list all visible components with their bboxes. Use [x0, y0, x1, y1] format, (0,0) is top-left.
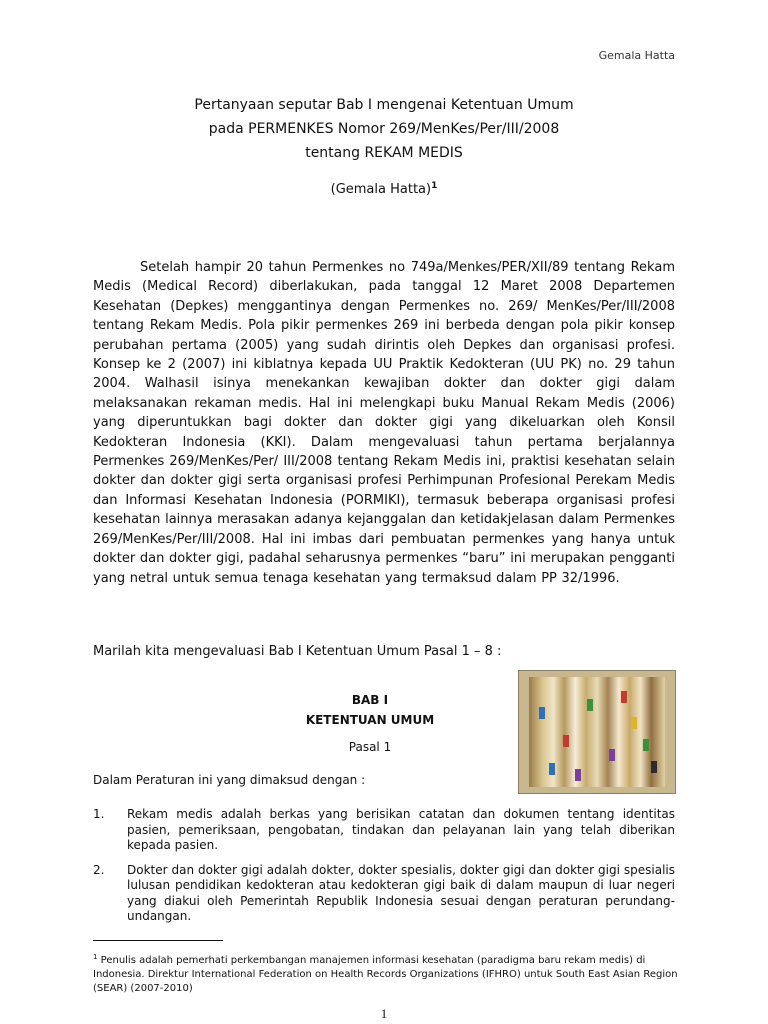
list-item-text: Rekam medis adalah berkas yang berisikan catatan dan dokumen tentang identitas pasien, pemeriksaan, pengobatan, tindakan dan pelayanan lain yang telah diberikan kepada pasien.	[127, 807, 675, 852]
folder-tab	[643, 739, 649, 751]
byline-text: (Gemala Hatta)	[330, 182, 432, 197]
byline-footnote-mark[interactable]: 1	[431, 181, 438, 191]
page-number: 1	[380, 1006, 388, 1021]
folder-tab	[631, 717, 637, 729]
definition-list	[93, 807, 675, 934]
footnote-divider	[93, 940, 223, 941]
list-item-number: 1.	[93, 807, 105, 821]
title-line-2: pada PERMENKES Nomor 269/MenKes/Per/III/2008	[208, 121, 560, 137]
list-item-number: 2.	[93, 862, 105, 877]
file-folders-image	[529, 677, 665, 787]
chapter-heading	[300, 690, 440, 730]
article-heading: Pasal 1	[348, 740, 392, 754]
main-paragraph: Setelah hampir 20 tahun Permenkes no 749a/Menkes/PER/XII/89 tentang Rekam Medis (Medical Record) diberlakukan, pada tanggal 12 Maret 2008 Departemen Kesehatan (Depkes) menggantinya dengan Permenkes no. 269/ MenKes/Per/III/2008 tentang Rekam Medis. Pola pikir permenkes 269 ini berbeda dengan pola pikir konsep perubahan pertama (2005) yang sudah dirintis oleh Depkes dan organisasi profesi. Konsep ke 2 (2007) ini kiblatnya kepada UU Praktik Kedokteran (UU PK) no. 29 tahun 2004. Walhasil isinya menekankan kewajiban dokter dan dokter gigi dalam melaksanakan rekaman medis. Hal ini melengkapi buku Manual Rekam Medis (2006) yang diperuntukkan bagi dokter dan dokter gigi yang dikeluarkan oleh Konsil Kedokteran Indonesia (KKI). Dalam mengevaluasi tahun pertama berjalannya Permenkes 269/MenKes/Per/ III/2008 tentang Rekam Medis ini, praktisi kesehatan selain dokter dan dokter gigi serta organisasi profesi Perhimpunan Profesional Perekam Medis dan Informasi Kesehatan Indonesia (PORMIKI), termasuk beberapa organisasi profesi kesehatan lainnya merasakan adanya kejanggalan dan ketidakjelasan dalam Permenkes 269/MenKes/Per/III/2008. Hal ini imbas dari pembuatan permenkes yang hanya untuk dokter dan dokter gigi, padahal seharusnya permenkes “baru” ini merupakan pengganti yang netral untuk semua tenaga kesehatan yang termaksud dalam PP 32/1996.	[93, 260, 675, 586]
author-byline	[0, 181, 768, 197]
footnote	[93, 950, 683, 996]
chapter-title: KETENTUAN UMUM	[305, 713, 435, 727]
chapter-number: BAB I	[351, 693, 389, 707]
list-item	[93, 807, 675, 854]
footnote-text: Penulis adalah pemerhati perkembangan manajemen informasi kesehatan (paradigma baru rekam medis) di Indonesia. Direktur International Federation on Health Records Organizations (IFHRO) untuk South East Asian Region (SEAR) (2007-2010)	[93, 955, 678, 994]
folder-tab	[539, 707, 545, 719]
body-text	[93, 258, 675, 588]
running-header-author: Gemala Hatta	[598, 49, 675, 62]
document-title	[0, 93, 768, 165]
folder-tab	[621, 691, 627, 703]
folder-tab	[609, 749, 615, 761]
list-item	[93, 863, 675, 925]
evaluation-intro: Marilah kita mengevaluasi Bab I Ketentuan Umum Pasal 1 – 8 :	[93, 644, 502, 659]
folder-tab	[563, 735, 569, 747]
folder-tab	[587, 699, 593, 711]
footnote-mark: 1	[93, 953, 98, 961]
title-line-1: Pertanyaan seputar Bab I mengenai Ketentuan Umum	[194, 97, 574, 113]
list-item-text: Dokter dan dokter gigi adalah dokter, dokter spesialis, dokter gigi dan dokter gigi spesialis lulusan pendidikan kedokteran atau kedokteran gigi baik di dalam maupun di luar negeri yang diakui oleh Pemerintah Republik Indonesia sesuai dengan peraturan perundang-undangan.	[127, 862, 675, 923]
title-line-3: tentang REKAM MEDIS	[305, 145, 463, 161]
definition-lead: Dalam Peraturan ini yang dimaksud dengan :	[93, 773, 366, 787]
